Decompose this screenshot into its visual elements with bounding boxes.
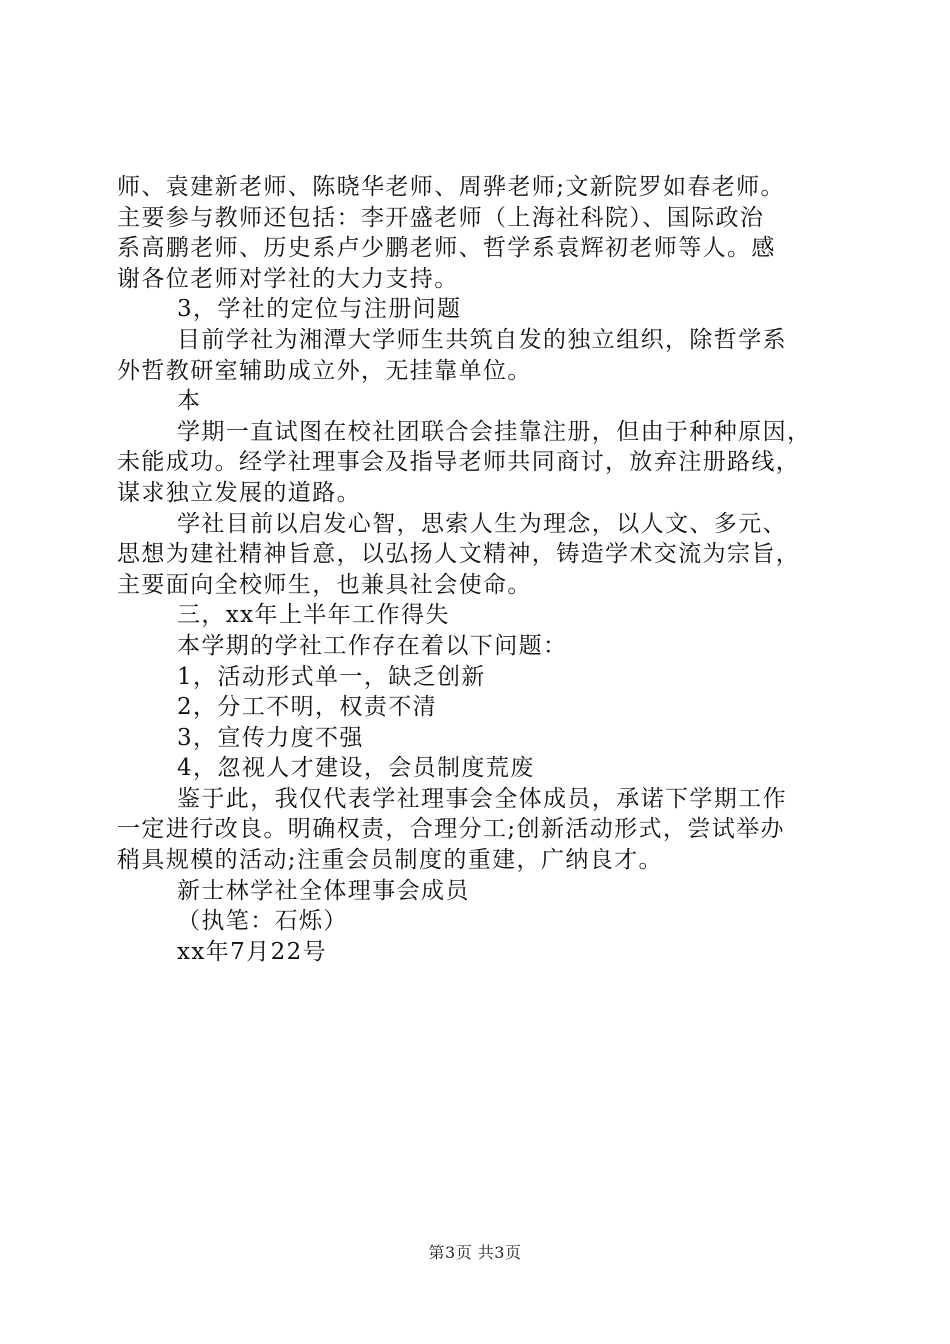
text-line: （执笔：石烁） [177,908,348,935]
text-line: 4，忽视人才建设，会员制度荒废 [177,755,535,782]
text-line: 思想为建社精神旨意，以弘扬人文精神，铸造学术交流为宗旨， [117,541,801,568]
text-line: 谋求独立发展的道路。 [117,479,361,506]
text-line: 主要参与教师还包括：李开盛老师（上海社科院）、国际政治 [117,204,765,231]
text-line: 一定进行改良。明确权责，合理分工;创新活动形式，尝试举办 [117,816,785,843]
text-line: 学期一直试图在校社团联合会挂靠注册，但由于种种原因， [177,418,812,445]
text-line: 主要面向全校师生，也兼具社会使命。 [117,571,532,598]
text-line: 新士林学社全体理事会成员 [177,877,470,904]
text-line: 系高鹏老师、历史系卢少鹏老师、哲学系袁辉初老师等人。感 [117,235,776,262]
page-footer: 第3页 共3页 [428,1243,522,1262]
text-line: 3，学社的定位与注册问题 [177,296,462,323]
text-line: 鉴于此，我仅代表学社理事会全体成员，承诺下学期工作 [177,785,787,812]
text-line: 谢各位老师对学社的大力支持。 [117,265,459,292]
text-line: 目前学社为湘潭大学师生共筑自发的独立组织，除哲学系 [177,326,787,353]
document-body [117,172,832,967]
text-line: 1，活动形式单一，缺乏创新 [177,663,486,690]
text-line: 学社目前以启发心智，思索人生为理念，以人文、多元、 [177,510,787,537]
text-line: 3，宣传力度不强 [177,724,364,751]
text-line: 外哲教研室辅助成立外，无挂靠单位。 [117,357,532,384]
text-line: 三，xx年上半年工作得失 [177,602,450,629]
text-line: 2，分工不明，权责不清 [177,694,438,721]
text-line: 本学期的学社工作存在着以下问题： [177,632,568,659]
text-line: xx年7月22号 [177,938,328,965]
text-line: 本 [177,388,202,415]
text-line: 稍具规模的活动;注重会员制度的重建，广纳良才。 [117,847,663,874]
text-line: 未能成功。经学社理事会及指导老师共同商讨，放弃注册路线， [117,449,801,476]
text-line: 师、袁建新老师、陈晓华老师、周骅老师;文新院罗如春老师。 [117,174,785,200]
